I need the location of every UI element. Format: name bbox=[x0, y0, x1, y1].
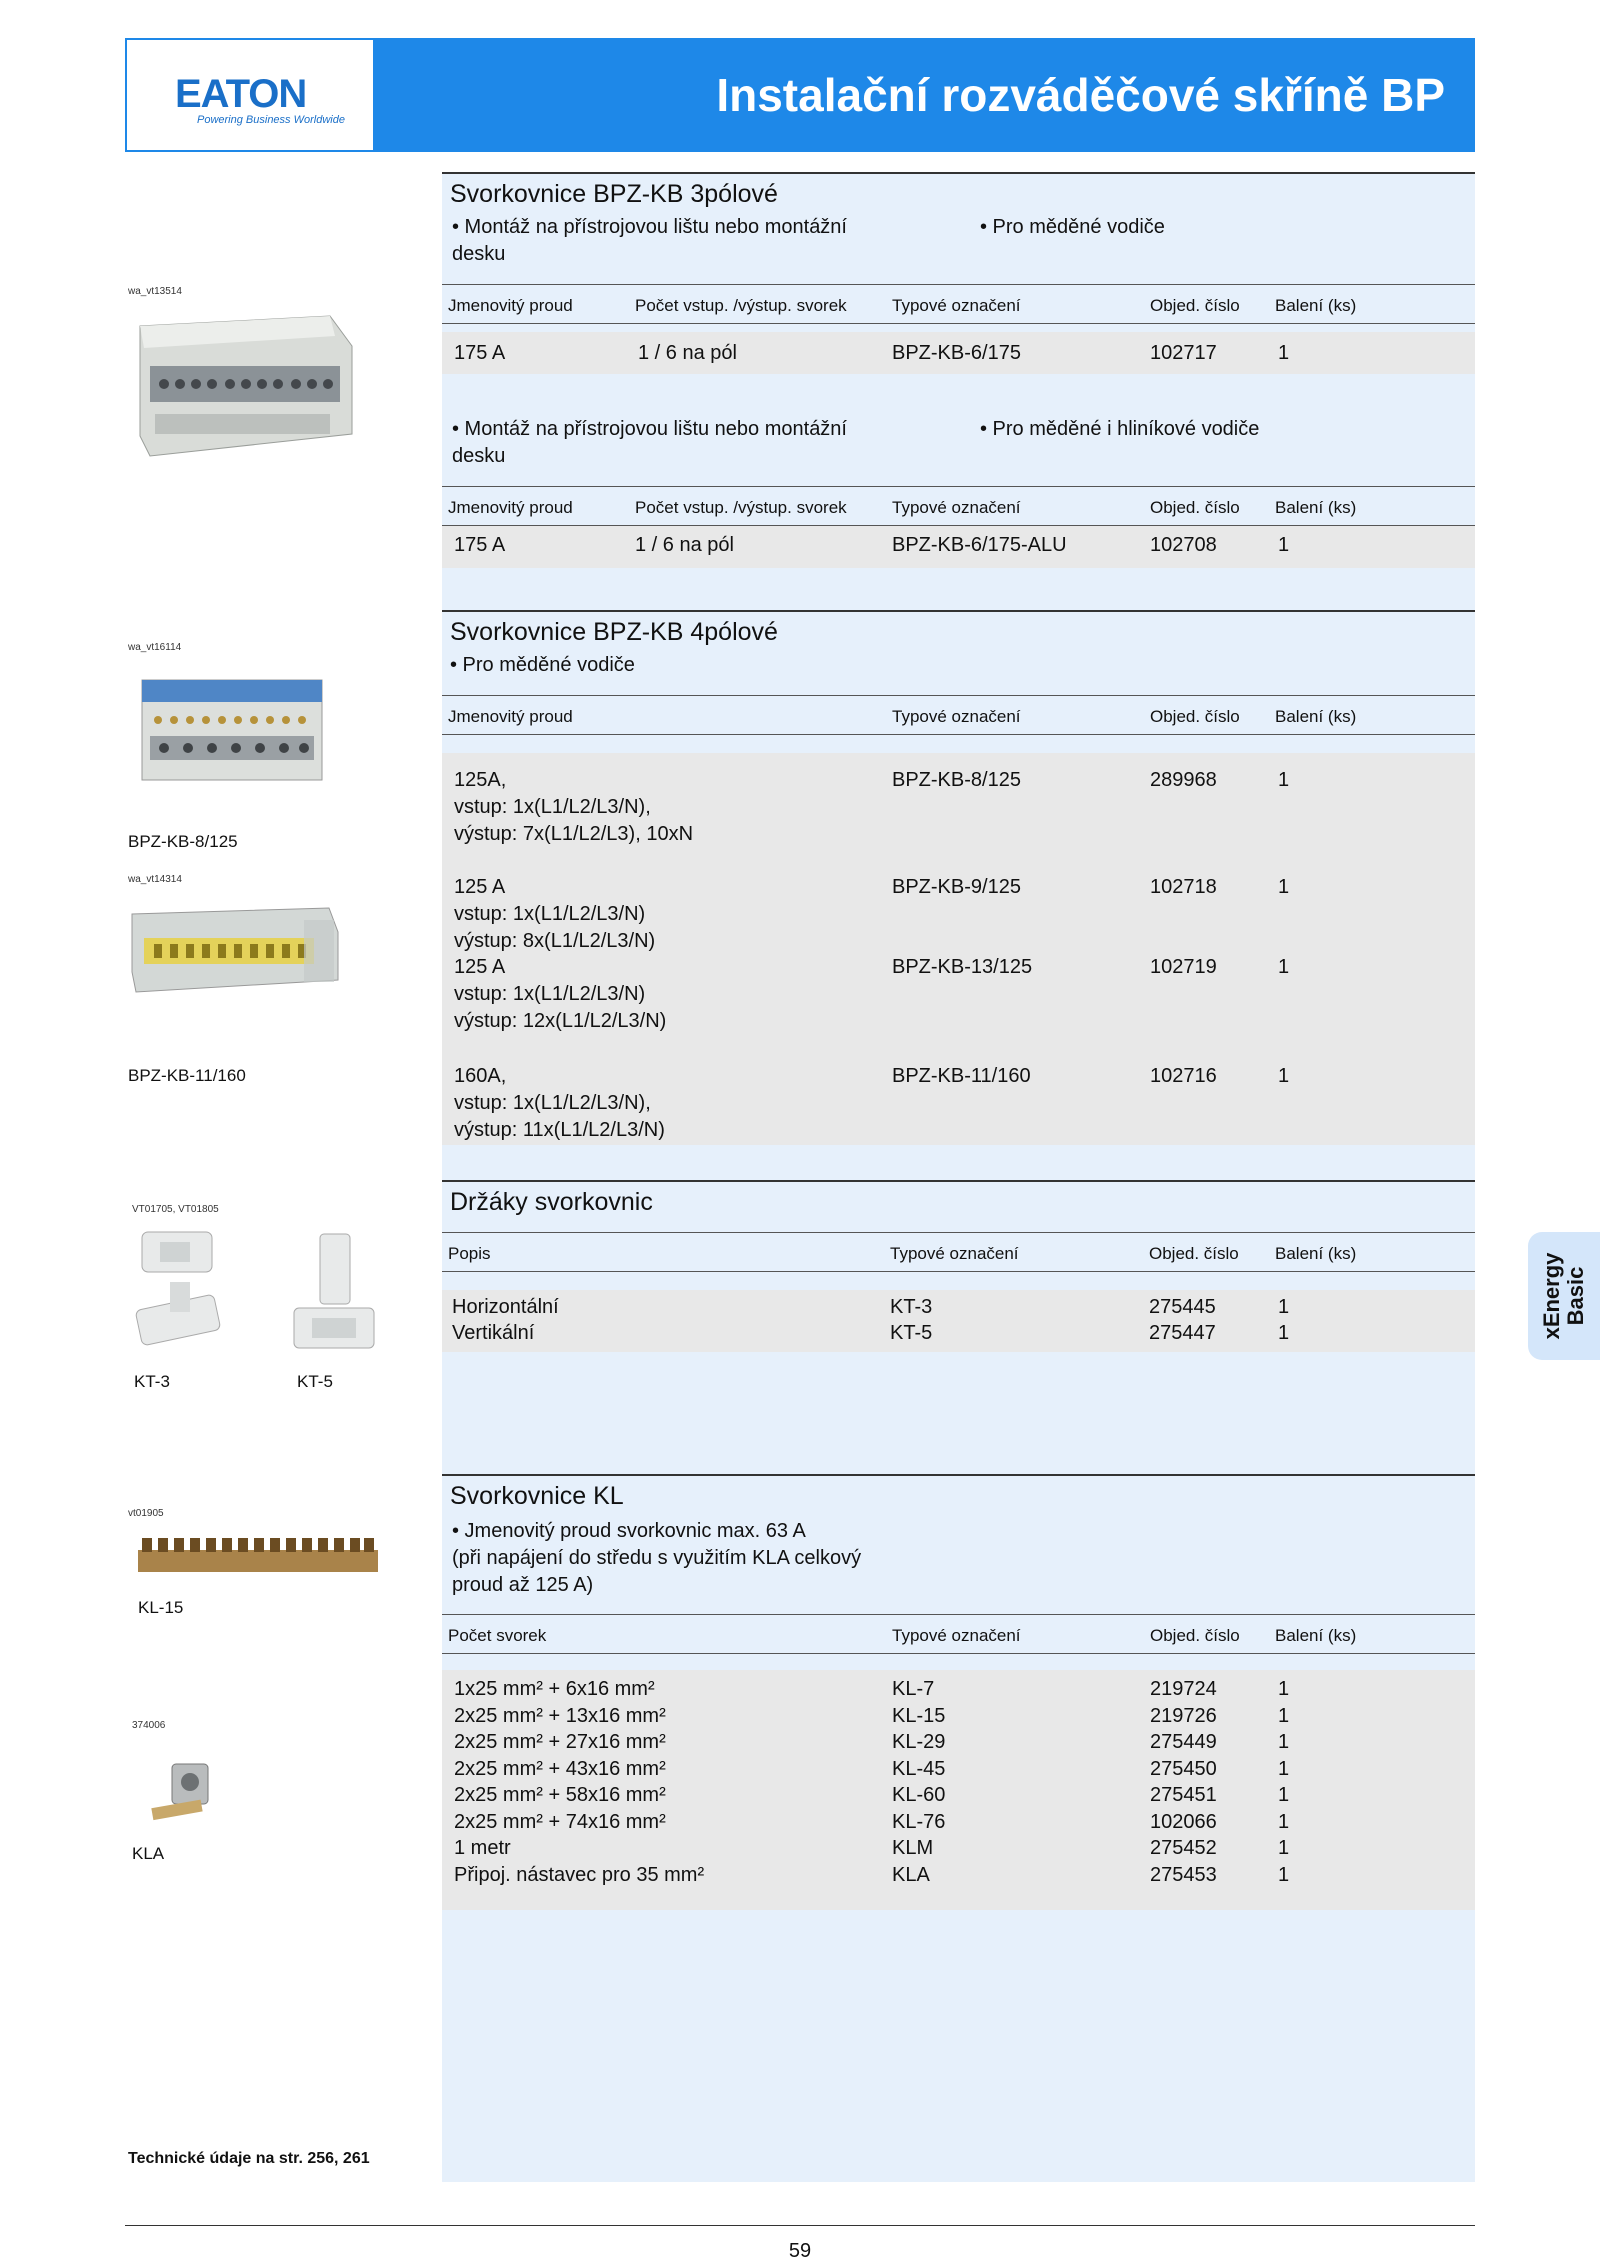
logo-box bbox=[127, 40, 373, 150]
col-header-rated-current: Jmenovitý proud bbox=[448, 498, 573, 517]
col-header-rated-current: Jmenovitý proud bbox=[448, 707, 573, 726]
holder-kt5-image bbox=[286, 1228, 386, 1358]
page-header bbox=[125, 38, 1475, 152]
connector-kla-image bbox=[146, 1754, 226, 1834]
col-header-order-number: Objed. číslo bbox=[1150, 296, 1240, 315]
col-header-package: Balení (ks) bbox=[1275, 296, 1357, 315]
col-header-package: Balení (ks) bbox=[1275, 707, 1357, 726]
cell-terminal-count: 2x25 mm² + 74x16 mm² bbox=[454, 1810, 666, 1833]
cell-package: 1 bbox=[1278, 956, 1290, 978]
col-header-type: Typové označení bbox=[890, 1244, 1019, 1263]
col-header-package: Balení (ks) bbox=[1275, 498, 1357, 517]
terminal-block-3pole-image bbox=[130, 306, 360, 466]
cell-type: BPZ-KB-6/175-ALU bbox=[892, 534, 1067, 556]
eaton-logo: EATON bbox=[175, 72, 307, 116]
section-title: Držáky svorkovnic bbox=[450, 1188, 653, 1216]
side-tab-line2: Basic bbox=[1563, 1266, 1588, 1326]
cell-order-number: 275450 bbox=[1150, 1757, 1217, 1780]
cell-package: 1 bbox=[1278, 1757, 1290, 1780]
cell-package: 1 bbox=[1278, 1322, 1290, 1344]
cell-type: KLA bbox=[892, 1863, 930, 1886]
cell-package: 1 bbox=[1278, 1065, 1290, 1087]
col-header-description: Popis bbox=[448, 1244, 491, 1263]
col-header-terminal-count: Počet svorek bbox=[448, 1626, 547, 1645]
cell-type: BPZ-KB-6/175 bbox=[892, 342, 1021, 364]
cell-terminal-count: 2x25 mm² + 27x16 mm² bbox=[454, 1731, 666, 1753]
col-header-terminals: Počet vstup. /výstup. svorek bbox=[635, 498, 847, 517]
footer-divider bbox=[125, 2225, 1475, 2226]
col-header-package: Balení (ks) bbox=[1275, 1626, 1357, 1645]
cell-package: 1 bbox=[1278, 1678, 1290, 1700]
cell-terminal-count: 1 metr bbox=[454, 1837, 511, 1859]
section-bpz-kb-4pole bbox=[442, 610, 1475, 1141]
cell-order-number: 275453 bbox=[1150, 1863, 1217, 1886]
col-header-package: Balení (ks) bbox=[1275, 1244, 1357, 1263]
col-header-order-number: Objed. číslo bbox=[1150, 498, 1240, 517]
cell-current: 125 A vstup: 1x(L1/L2/L3/N) výstup: 12x(L1/L2/L3/N) bbox=[454, 956, 667, 1032]
col-header-type: Typové označení bbox=[892, 707, 1021, 726]
image-caption: KT-3 bbox=[134, 1372, 170, 1391]
bullet-copper: • Pro měděné vodiče bbox=[450, 654, 635, 676]
col-header-order-number: Objed. číslo bbox=[1150, 707, 1240, 726]
cell-type: KL-15 bbox=[892, 1704, 946, 1727]
page-number: 59 bbox=[788, 2240, 812, 2262]
cell-type: KT-3 bbox=[890, 1296, 933, 1318]
image-caption: KLA bbox=[132, 1844, 165, 1863]
image-code: wa_vt14314 bbox=[128, 874, 182, 885]
logo-tagline: Powering Business Worldwide bbox=[197, 114, 345, 126]
cell-package: 1 bbox=[1278, 876, 1290, 898]
cell-type: KL-45 bbox=[892, 1757, 946, 1780]
cell-order-number: 102718 bbox=[1150, 876, 1217, 898]
cell-terminals: 1 / 6 na pól bbox=[638, 342, 737, 364]
cell-current: 125 A vstup: 1x(L1/L2/L3/N) výstup: 8x(L1/L2/L3/N) bbox=[454, 876, 656, 952]
cell-order-number: 275451 bbox=[1150, 1784, 1217, 1806]
cell-package: 1 bbox=[1278, 342, 1290, 364]
table-header bbox=[442, 1614, 1475, 1654]
image-caption: BPZ-KB-11/160 bbox=[128, 1066, 246, 1085]
cell-type: BPZ-KB-11/160 bbox=[892, 1065, 1031, 1087]
section-bpz-kb-3pole bbox=[442, 172, 1475, 556]
cell-terminal-count: 2x25 mm² + 43x16 mm² bbox=[454, 1757, 666, 1780]
cell-order-number: 102717 bbox=[1150, 342, 1217, 364]
col-header-terminals: Počet vstup. /výstup. svorek bbox=[635, 296, 847, 315]
side-tab-line1: xEnergy bbox=[1539, 1252, 1564, 1340]
cell-order-number: 219724 bbox=[1150, 1678, 1217, 1700]
section-title: Svorkovnice BPZ-KB 3pólové bbox=[450, 180, 778, 208]
cell-type: KL-60 bbox=[892, 1784, 946, 1806]
section-title: Svorkovnice KL bbox=[450, 1482, 624, 1510]
cell-package: 1 bbox=[1278, 1704, 1290, 1727]
cell-order-number: 289968 bbox=[1150, 769, 1217, 791]
table-header bbox=[442, 695, 1475, 735]
terminal-strip-kl15-image bbox=[134, 1532, 384, 1582]
cell-current: 160A, vstup: 1x(L1/L2/L3/N), výstup: 11x(L1/L2/L3/N) bbox=[454, 1065, 665, 1141]
cell-package: 1 bbox=[1278, 1296, 1290, 1318]
section-title: Svorkovnice BPZ-KB 4pólové bbox=[450, 618, 778, 646]
cell-package: 1 bbox=[1278, 1810, 1290, 1833]
table-body bbox=[442, 1290, 1475, 1352]
cell-package: 1 bbox=[1278, 534, 1290, 556]
cell-description: Vertikální bbox=[452, 1322, 535, 1344]
image-caption: KL-15 bbox=[138, 1598, 184, 1617]
cell-package: 1 bbox=[1278, 1863, 1290, 1886]
cell-order-number: 102066 bbox=[1150, 1810, 1217, 1833]
bullet-mounting: • Montáž na přístrojovou lištu nebo montážní desku bbox=[452, 216, 847, 265]
cell-order-number: 102708 bbox=[1150, 534, 1217, 556]
terminal-block-4pole-image bbox=[132, 670, 332, 795]
holder-kt3-image bbox=[130, 1222, 250, 1352]
image-code: vt01905 bbox=[128, 1508, 164, 1519]
bullet-copper: • Pro měděné vodiče bbox=[980, 216, 1165, 238]
cell-order-number: 219726 bbox=[1150, 1704, 1217, 1727]
col-header-type: Typové označení bbox=[892, 296, 1021, 315]
table-row bbox=[442, 332, 1475, 374]
cell-package: 1 bbox=[1278, 769, 1290, 791]
bullet-rated-current: • Jmenovitý proud svorkovnic max. 63 A (při napájení do středu s využitím KLA celkový proud až 125 A) bbox=[452, 1520, 862, 1596]
cell-order-number: 275449 bbox=[1150, 1731, 1217, 1753]
col-header-order-number: Objed. číslo bbox=[1149, 1244, 1239, 1263]
table-header bbox=[442, 486, 1475, 526]
image-caption: KT-5 bbox=[297, 1372, 333, 1391]
cell-current: 175 A bbox=[454, 534, 506, 556]
section-holders bbox=[442, 1180, 1475, 1344]
table-body bbox=[442, 1670, 1475, 1910]
cell-type: KT-5 bbox=[890, 1322, 933, 1344]
image-code: wa_vt16114 bbox=[128, 642, 182, 653]
cell-package: 1 bbox=[1278, 1731, 1290, 1753]
cell-type: BPZ-KB-9/125 bbox=[892, 876, 1021, 898]
image-code: 374006 bbox=[132, 1720, 166, 1731]
terminal-block-11-160-image bbox=[124, 902, 344, 1002]
technical-data-reference: Technické údaje na str. 256, 261 bbox=[128, 2150, 370, 2167]
col-header-rated-current: Jmenovitý proud bbox=[448, 296, 573, 315]
cell-terminal-count: 1x25 mm² + 6x16 mm² bbox=[454, 1678, 655, 1700]
image-caption: BPZ-KB-8/125 bbox=[128, 832, 238, 851]
cell-order-number: 275447 bbox=[1149, 1322, 1216, 1344]
cell-terminals: 1 / 6 na pól bbox=[635, 534, 734, 556]
bullet-copper-aluminium: • Pro měděné i hliníkové vodiče bbox=[980, 418, 1260, 440]
section-side-tab[interactable] bbox=[1528, 1232, 1600, 1360]
table-header bbox=[442, 284, 1475, 324]
table-body bbox=[442, 753, 1475, 1145]
cell-type: KL-29 bbox=[892, 1731, 946, 1753]
cell-terminal-count: Připoj. nástavec pro 35 mm² bbox=[454, 1863, 705, 1886]
section-kl-terminals bbox=[442, 1474, 1475, 1886]
cell-type: KL-7 bbox=[892, 1678, 935, 1700]
col-header-order-number: Objed. číslo bbox=[1150, 1626, 1240, 1645]
cell-order-number: 275445 bbox=[1149, 1296, 1216, 1318]
cell-package: 1 bbox=[1278, 1837, 1290, 1859]
cell-description: Horizontální bbox=[452, 1296, 559, 1318]
cell-order-number: 275452 bbox=[1150, 1837, 1217, 1859]
cell-type: KL-76 bbox=[892, 1810, 946, 1833]
cell-order-number: 102716 bbox=[1150, 1065, 1217, 1087]
cell-type: KLM bbox=[892, 1837, 934, 1859]
image-code: wa_vt13514 bbox=[128, 286, 182, 297]
cell-current: 125A, vstup: 1x(L1/L2/L3/N), výstup: 7x(L1/L2/L3), 10xN bbox=[454, 769, 694, 845]
bullet-mounting-2: • Montáž na přístrojovou lištu nebo montážní desku bbox=[452, 418, 847, 467]
cell-terminal-count: 2x25 mm² + 13x16 mm² bbox=[454, 1704, 666, 1727]
cell-type: BPZ-KB-8/125 bbox=[892, 769, 1021, 791]
cell-current: 175 A bbox=[454, 342, 506, 364]
col-header-type: Typové označení bbox=[892, 1626, 1021, 1645]
image-code: VT01705, VT01805 bbox=[132, 1204, 219, 1215]
cell-terminal-count: 2x25 mm² + 58x16 mm² bbox=[454, 1784, 666, 1806]
table-header bbox=[442, 1232, 1475, 1272]
page-title: Instalační rozváděčové skříně BP bbox=[716, 69, 1445, 121]
cell-order-number: 102719 bbox=[1150, 956, 1217, 978]
col-header-type: Typové označení bbox=[892, 498, 1021, 517]
table-row bbox=[442, 526, 1475, 568]
cell-type: BPZ-KB-13/125 bbox=[892, 956, 1033, 978]
cell-package: 1 bbox=[1278, 1784, 1290, 1806]
